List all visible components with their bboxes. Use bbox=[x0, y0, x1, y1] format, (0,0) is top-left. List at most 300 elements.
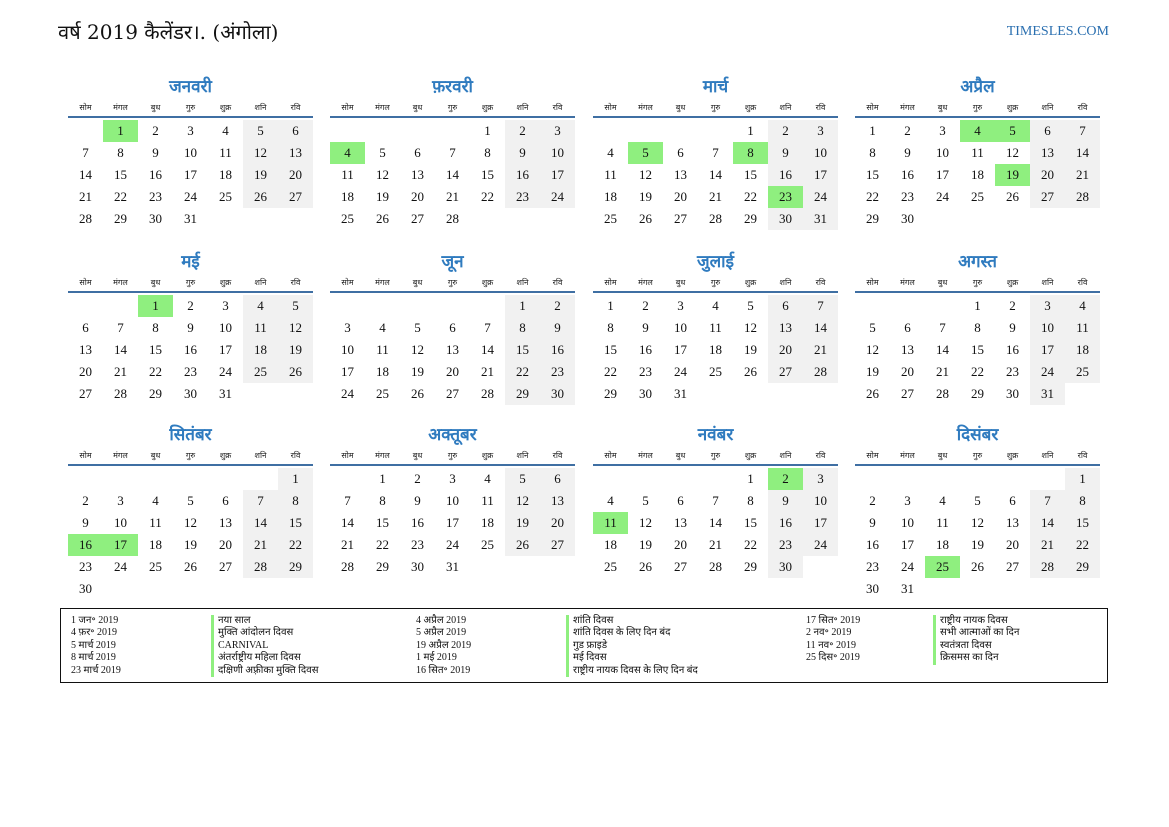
weekday-label: रवि bbox=[1077, 451, 1088, 460]
day-cell: 22 bbox=[149, 364, 162, 379]
header-rule bbox=[68, 291, 313, 293]
holiday-day-cell: 1 bbox=[103, 120, 138, 142]
day-cell: 2 bbox=[869, 493, 876, 508]
day-cell: 14 bbox=[114, 342, 127, 357]
day-cell: 20 bbox=[446, 364, 459, 379]
day-cell: 6 bbox=[677, 493, 684, 508]
day-cell: 10 bbox=[803, 142, 838, 164]
day-cell: 13 bbox=[674, 167, 687, 182]
day-cell: 5 bbox=[414, 320, 421, 335]
day-cell: 28 bbox=[446, 211, 459, 226]
weekday-label: रवि bbox=[1077, 278, 1088, 287]
day-cell: 9 bbox=[414, 493, 421, 508]
weekday-label: गुरु bbox=[972, 278, 983, 287]
day-cell: 13 bbox=[278, 142, 313, 164]
day-cell: 15 bbox=[114, 167, 127, 182]
day-cell: 31 bbox=[184, 211, 197, 226]
day-cell: 25 bbox=[243, 361, 278, 383]
day-cell: 16 bbox=[411, 515, 424, 530]
holiday-name: दक्षिणी अफ़्रीका मुक्ति दिवस bbox=[211, 665, 318, 677]
day-cell: 7 bbox=[484, 320, 491, 335]
day-cell: 21 bbox=[446, 189, 459, 204]
day-cell: 7 bbox=[939, 320, 946, 335]
day-cell: 13 bbox=[901, 342, 914, 357]
day-cell: 9 bbox=[904, 145, 911, 160]
day-cell: 1 bbox=[747, 123, 754, 138]
weekday-label: बुध bbox=[412, 278, 423, 287]
weekday-label: मंगल bbox=[375, 451, 390, 460]
holiday-legend bbox=[60, 608, 1108, 683]
day-cell: 14 bbox=[79, 167, 92, 182]
day-cell: 13 bbox=[674, 515, 687, 530]
day-cell: 18 bbox=[936, 537, 949, 552]
weekday-label: रवि bbox=[815, 451, 826, 460]
day-cell: 12 bbox=[744, 320, 757, 335]
header-rule bbox=[855, 464, 1100, 466]
header-rule bbox=[593, 116, 838, 118]
day-cell: 20 bbox=[1030, 164, 1065, 186]
holiday-date: 5 अप्रैल 2019 bbox=[416, 627, 467, 639]
day-cell: 9 bbox=[642, 320, 649, 335]
day-cell: 28 bbox=[709, 559, 722, 574]
holiday-day-cell: 19 bbox=[995, 164, 1030, 186]
day-cell: 18 bbox=[219, 167, 232, 182]
day-cell: 3 bbox=[677, 298, 684, 313]
day-cell: 29 bbox=[971, 386, 984, 401]
day-cell: 28 bbox=[803, 361, 838, 383]
day-cell: 28 bbox=[114, 386, 127, 401]
day-cell: 19 bbox=[376, 189, 389, 204]
day-cell: 22 bbox=[744, 537, 757, 552]
holiday-date: 25 दिस॰ 2019 bbox=[806, 652, 860, 664]
day-cell: 16 bbox=[866, 537, 879, 552]
day-cell: 19 bbox=[243, 164, 278, 186]
holiday-date: 4 फ़र॰ 2019 bbox=[71, 627, 118, 639]
day-cell: 11 bbox=[149, 515, 162, 530]
day-cell: 12 bbox=[1006, 145, 1019, 160]
day-cell: 8 bbox=[974, 320, 981, 335]
day-cell: 21 bbox=[709, 537, 722, 552]
day-cell: 30 bbox=[411, 559, 424, 574]
day-cell: 17 bbox=[341, 364, 354, 379]
day-cell: 6 bbox=[540, 468, 575, 490]
day-cell: 14 bbox=[341, 515, 354, 530]
weekday-label: शनि bbox=[1041, 278, 1054, 287]
day-cell: 11 bbox=[604, 167, 617, 182]
day-cell: 2 bbox=[152, 123, 159, 138]
day-cell: 5 bbox=[243, 120, 278, 142]
day-cell: 11 bbox=[219, 145, 232, 160]
day-cell: 21 bbox=[1065, 164, 1100, 186]
day-cell: 4 bbox=[152, 493, 159, 508]
day-cell: 21 bbox=[481, 364, 494, 379]
day-cell: 15 bbox=[376, 515, 389, 530]
day-cell: 8 bbox=[1065, 490, 1100, 512]
day-cell: 21 bbox=[803, 339, 838, 361]
weekday-label: सोम bbox=[341, 278, 354, 287]
weekday-label: बुध bbox=[675, 278, 686, 287]
day-cell: 10 bbox=[540, 142, 575, 164]
header-rule bbox=[593, 291, 838, 293]
day-cell: 20 bbox=[901, 364, 914, 379]
holiday-day-cell: 5 bbox=[995, 120, 1030, 142]
day-cell: 24 bbox=[540, 186, 575, 208]
day-cell: 23 bbox=[639, 364, 652, 379]
day-cell: 2 bbox=[642, 298, 649, 313]
holiday-name: मई दिवस bbox=[566, 652, 607, 664]
day-cell: 27 bbox=[901, 386, 914, 401]
day-cell: 16 bbox=[184, 342, 197, 357]
day-cell: 26 bbox=[866, 386, 879, 401]
day-cell: 27 bbox=[411, 211, 424, 226]
header-rule bbox=[593, 464, 838, 466]
day-cell: 7 bbox=[82, 145, 89, 160]
day-cell: 9 bbox=[768, 490, 803, 512]
day-cell: 19 bbox=[639, 189, 652, 204]
weekday-label: रवि bbox=[552, 278, 563, 287]
day-cell: 29 bbox=[376, 559, 389, 574]
day-cell: 20 bbox=[278, 164, 313, 186]
day-cell: 8 bbox=[278, 490, 313, 512]
day-cell: 23 bbox=[1006, 364, 1019, 379]
day-cell: 12 bbox=[639, 515, 652, 530]
weekday-label: शुक्र bbox=[219, 103, 232, 112]
holiday-day-cell: 5 bbox=[628, 142, 663, 164]
day-cell: 17 bbox=[219, 342, 232, 357]
day-cell: 12 bbox=[971, 515, 984, 530]
day-cell: 3 bbox=[803, 120, 838, 142]
day-cell: 28 bbox=[1065, 186, 1100, 208]
day-cell: 30 bbox=[768, 556, 803, 578]
weekday-label: मंगल bbox=[638, 103, 653, 112]
day-cell: 18 bbox=[341, 189, 354, 204]
day-cell: 25 bbox=[219, 189, 232, 204]
weekday-label: रवि bbox=[815, 278, 826, 287]
month-title: अक्तूबर bbox=[428, 425, 477, 445]
holiday-date: 2 नव॰ 2019 bbox=[806, 627, 852, 639]
weekday-label: शनि bbox=[516, 451, 529, 460]
weekday-label: मंगल bbox=[638, 278, 653, 287]
day-cell: 11 bbox=[1065, 317, 1100, 339]
day-cell: 26 bbox=[971, 559, 984, 574]
day-cell: 4 bbox=[712, 298, 719, 313]
holiday-date: 19 अप्रैल 2019 bbox=[416, 639, 472, 651]
day-cell: 19 bbox=[744, 342, 757, 357]
day-cell: 26 bbox=[1006, 189, 1019, 204]
weekday-label: सोम bbox=[341, 451, 354, 460]
weekday-label: मंगल bbox=[900, 451, 915, 460]
day-cell: 18 bbox=[243, 339, 278, 361]
day-cell: 14 bbox=[446, 167, 459, 182]
weekday-label: बुध bbox=[675, 451, 686, 460]
day-cell: 6 bbox=[82, 320, 89, 335]
day-cell: 4 bbox=[939, 493, 946, 508]
holiday-name: नया साल bbox=[211, 615, 251, 627]
day-cell: 5 bbox=[747, 298, 754, 313]
day-cell: 26 bbox=[639, 559, 652, 574]
day-cell: 8 bbox=[379, 493, 386, 508]
day-cell: 15 bbox=[505, 339, 540, 361]
holiday-date: 23 मार्च 2019 bbox=[71, 664, 121, 676]
day-cell: 29 bbox=[149, 386, 162, 401]
day-cell: 6 bbox=[1009, 493, 1016, 508]
day-cell: 21 bbox=[1030, 534, 1065, 556]
day-cell: 10 bbox=[114, 515, 127, 530]
day-cell: 15 bbox=[744, 167, 757, 182]
day-cell: 27 bbox=[674, 559, 687, 574]
day-cell: 4 bbox=[1065, 295, 1100, 317]
holiday-date: 4 अप्रैल 2019 bbox=[416, 615, 467, 626]
day-cell: 23 bbox=[505, 186, 540, 208]
weekday-label: रवि bbox=[290, 278, 301, 287]
month-title: सितंबर bbox=[169, 425, 212, 445]
day-cell: 29 bbox=[1065, 556, 1100, 578]
header-rule bbox=[330, 116, 575, 118]
day-cell: 30 bbox=[1006, 386, 1019, 401]
day-cell: 14 bbox=[1065, 142, 1100, 164]
day-cell: 28 bbox=[341, 559, 354, 574]
day-cell: 5 bbox=[187, 493, 194, 508]
day-cell: 23 bbox=[901, 189, 914, 204]
holiday-day-cell: 4 bbox=[960, 120, 995, 142]
holiday-name: सभी आत्माओं का दिन bbox=[933, 627, 1019, 639]
day-cell: 28 bbox=[243, 556, 278, 578]
day-cell: 4 bbox=[607, 493, 614, 508]
weekday-label: सोम bbox=[866, 103, 879, 112]
day-cell: 31 bbox=[901, 581, 914, 596]
day-cell: 6 bbox=[677, 145, 684, 160]
day-cell: 20 bbox=[1006, 537, 1019, 552]
weekday-label: शुक्र bbox=[481, 103, 494, 112]
day-cell: 25 bbox=[481, 537, 494, 552]
month-title: जनवरी bbox=[169, 77, 212, 97]
page-title: वर्ष 2019 कैलेंडर।. (अंगोला) bbox=[58, 20, 279, 44]
day-cell: 9 bbox=[152, 145, 159, 160]
day-cell: 30 bbox=[866, 581, 879, 596]
day-cell: 8 bbox=[607, 320, 614, 335]
day-cell: 16 bbox=[901, 167, 914, 182]
day-cell: 11 bbox=[243, 317, 278, 339]
day-cell: 26 bbox=[184, 559, 197, 574]
header-rule bbox=[330, 291, 575, 293]
day-cell: 14 bbox=[709, 167, 722, 182]
weekday-label: शुक्र bbox=[1006, 451, 1019, 460]
holiday-name: स्वतंत्रता दिवस bbox=[933, 640, 992, 652]
day-cell: 5 bbox=[974, 493, 981, 508]
day-cell: 14 bbox=[243, 512, 278, 534]
day-cell: 16 bbox=[1006, 342, 1019, 357]
day-cell: 10 bbox=[803, 490, 838, 512]
holiday-date: 17 सित॰ 2019 bbox=[806, 615, 861, 626]
weekday-label: गुरु bbox=[185, 103, 196, 112]
weekday-label: गुरु bbox=[972, 451, 983, 460]
day-cell: 10 bbox=[446, 493, 459, 508]
day-cell: 24 bbox=[674, 364, 687, 379]
weekday-label: गुरु bbox=[710, 451, 721, 460]
site-link[interactable]: TIMESLES.COM bbox=[1006, 24, 1109, 39]
day-cell: 22 bbox=[505, 361, 540, 383]
day-cell: 1 bbox=[484, 123, 491, 138]
day-cell: 20 bbox=[411, 189, 424, 204]
day-cell: 25 bbox=[971, 189, 984, 204]
holiday-day-cell: 25 bbox=[925, 556, 960, 578]
day-cell: 14 bbox=[803, 317, 838, 339]
day-cell: 26 bbox=[639, 211, 652, 226]
day-cell: 11 bbox=[936, 515, 949, 530]
weekday-label: बुध bbox=[150, 451, 161, 460]
day-cell: 17 bbox=[184, 167, 197, 182]
day-cell: 27 bbox=[446, 386, 459, 401]
holiday-date: 5 मार्च 2019 bbox=[71, 639, 116, 651]
day-cell: 10 bbox=[341, 342, 354, 357]
day-cell: 25 bbox=[376, 386, 389, 401]
holiday-name: अंतर्राष्ट्रीय महिला दिवस bbox=[211, 652, 301, 664]
day-cell: 15 bbox=[971, 342, 984, 357]
day-cell: 30 bbox=[149, 211, 162, 226]
day-cell: 28 bbox=[481, 386, 494, 401]
weekday-label: बुध bbox=[675, 103, 686, 112]
day-cell: 13 bbox=[768, 317, 803, 339]
day-cell: 19 bbox=[411, 364, 424, 379]
day-cell: 23 bbox=[540, 361, 575, 383]
day-cell: 28 bbox=[709, 211, 722, 226]
day-cell: 8 bbox=[747, 493, 754, 508]
day-cell: 24 bbox=[901, 559, 914, 574]
weekday-label: रवि bbox=[815, 103, 826, 112]
day-cell: 3 bbox=[449, 471, 456, 486]
day-cell: 30 bbox=[901, 211, 914, 226]
day-cell: 14 bbox=[709, 515, 722, 530]
weekday-label: सोम bbox=[79, 451, 92, 460]
day-cell: 13 bbox=[219, 515, 232, 530]
day-cell: 24 bbox=[184, 189, 197, 204]
day-cell: 8 bbox=[484, 145, 491, 160]
day-cell: 7 bbox=[344, 493, 351, 508]
day-cell: 17 bbox=[1030, 339, 1065, 361]
day-cell: 8 bbox=[152, 320, 159, 335]
header-rule bbox=[68, 464, 313, 466]
day-cell: 8 bbox=[117, 145, 124, 160]
day-cell: 27 bbox=[674, 211, 687, 226]
day-cell: 10 bbox=[901, 515, 914, 530]
day-cell: 4 bbox=[222, 123, 229, 138]
day-cell: 24 bbox=[803, 186, 838, 208]
day-cell: 15 bbox=[744, 515, 757, 530]
day-cell: 11 bbox=[341, 167, 354, 182]
day-cell: 27 bbox=[278, 186, 313, 208]
holiday-name: CARNIVAL bbox=[211, 640, 268, 652]
day-cell: 16 bbox=[540, 339, 575, 361]
day-cell: 15 bbox=[149, 342, 162, 357]
weekday-label: सोम bbox=[79, 278, 92, 287]
day-cell: 29 bbox=[744, 559, 757, 574]
day-cell: 1 bbox=[1065, 468, 1100, 490]
weekday-label: मंगल bbox=[113, 103, 128, 112]
weekday-label: सोम bbox=[866, 451, 879, 460]
day-cell: 15 bbox=[481, 167, 494, 182]
month-title: दिसंबर bbox=[956, 425, 999, 445]
header-rule bbox=[68, 116, 313, 118]
day-cell: 18 bbox=[376, 364, 389, 379]
holiday-day-cell: 2 bbox=[768, 468, 803, 490]
day-cell: 14 bbox=[481, 342, 494, 357]
day-cell: 2 bbox=[540, 295, 575, 317]
weekday-label: सोम bbox=[341, 103, 354, 112]
day-cell: 17 bbox=[936, 167, 949, 182]
weekday-label: गुरु bbox=[447, 103, 458, 112]
day-cell: 6 bbox=[414, 145, 421, 160]
month-title: नवंबर bbox=[697, 425, 734, 445]
day-cell: 19 bbox=[184, 537, 197, 552]
day-cell: 26 bbox=[744, 364, 757, 379]
day-cell: 7 bbox=[712, 493, 719, 508]
day-cell: 5 bbox=[505, 468, 540, 490]
day-cell: 4 bbox=[607, 145, 614, 160]
day-cell: 1 bbox=[379, 471, 386, 486]
day-cell: 10 bbox=[184, 145, 197, 160]
day-cell: 16 bbox=[639, 342, 652, 357]
day-cell: 2 bbox=[505, 120, 540, 142]
day-cell: 22 bbox=[744, 189, 757, 204]
day-cell: 15 bbox=[1065, 512, 1100, 534]
holiday-name: क्रिसमस का दिन bbox=[933, 652, 999, 664]
day-cell: 22 bbox=[971, 364, 984, 379]
holiday-name: राष्ट्रीय नायक दिवस के लिए दिन बंद bbox=[566, 665, 698, 677]
weekday-label: रवि bbox=[1077, 103, 1088, 112]
day-cell: 1 bbox=[607, 298, 614, 313]
day-cell: 8 bbox=[869, 145, 876, 160]
day-cell: 23 bbox=[149, 189, 162, 204]
day-cell: 6 bbox=[904, 320, 911, 335]
day-cell: 27 bbox=[1006, 559, 1019, 574]
day-cell: 22 bbox=[866, 189, 879, 204]
weekday-label: सोम bbox=[604, 278, 617, 287]
day-cell: 3 bbox=[904, 493, 911, 508]
weekday-label: मंगल bbox=[900, 103, 915, 112]
day-cell: 12 bbox=[639, 167, 652, 182]
day-cell: 23 bbox=[768, 534, 803, 556]
day-cell: 27 bbox=[219, 559, 232, 574]
day-cell: 7 bbox=[803, 295, 838, 317]
day-cell: 13 bbox=[411, 167, 424, 182]
day-cell: 27 bbox=[768, 361, 803, 383]
holiday-day-cell: 4 bbox=[330, 142, 365, 164]
day-cell: 11 bbox=[971, 145, 984, 160]
day-cell: 21 bbox=[114, 364, 127, 379]
day-cell: 30 bbox=[540, 383, 575, 405]
day-cell: 3 bbox=[344, 320, 351, 335]
day-cell: 21 bbox=[709, 189, 722, 204]
day-cell: 18 bbox=[149, 537, 162, 552]
weekday-label: शनि bbox=[779, 103, 792, 112]
day-cell: 2 bbox=[1009, 298, 1016, 313]
month-title: अगस्त bbox=[958, 252, 997, 272]
day-cell: 23 bbox=[79, 559, 92, 574]
day-cell: 1 bbox=[869, 123, 876, 138]
day-cell: 13 bbox=[540, 490, 575, 512]
day-cell: 9 bbox=[1009, 320, 1016, 335]
weekday-label: शनि bbox=[1041, 103, 1054, 112]
day-cell: 14 bbox=[936, 342, 949, 357]
holiday-date: 11 नव॰ 2019 bbox=[806, 639, 856, 651]
day-cell: 28 bbox=[1030, 556, 1065, 578]
holiday-day-cell: 1 bbox=[138, 295, 173, 317]
holiday-date: 16 सित॰ 2019 bbox=[416, 664, 471, 676]
day-cell: 17 bbox=[674, 342, 687, 357]
day-cell: 27 bbox=[540, 534, 575, 556]
weekday-label: शनि bbox=[1041, 451, 1054, 460]
weekday-label: मंगल bbox=[113, 451, 128, 460]
